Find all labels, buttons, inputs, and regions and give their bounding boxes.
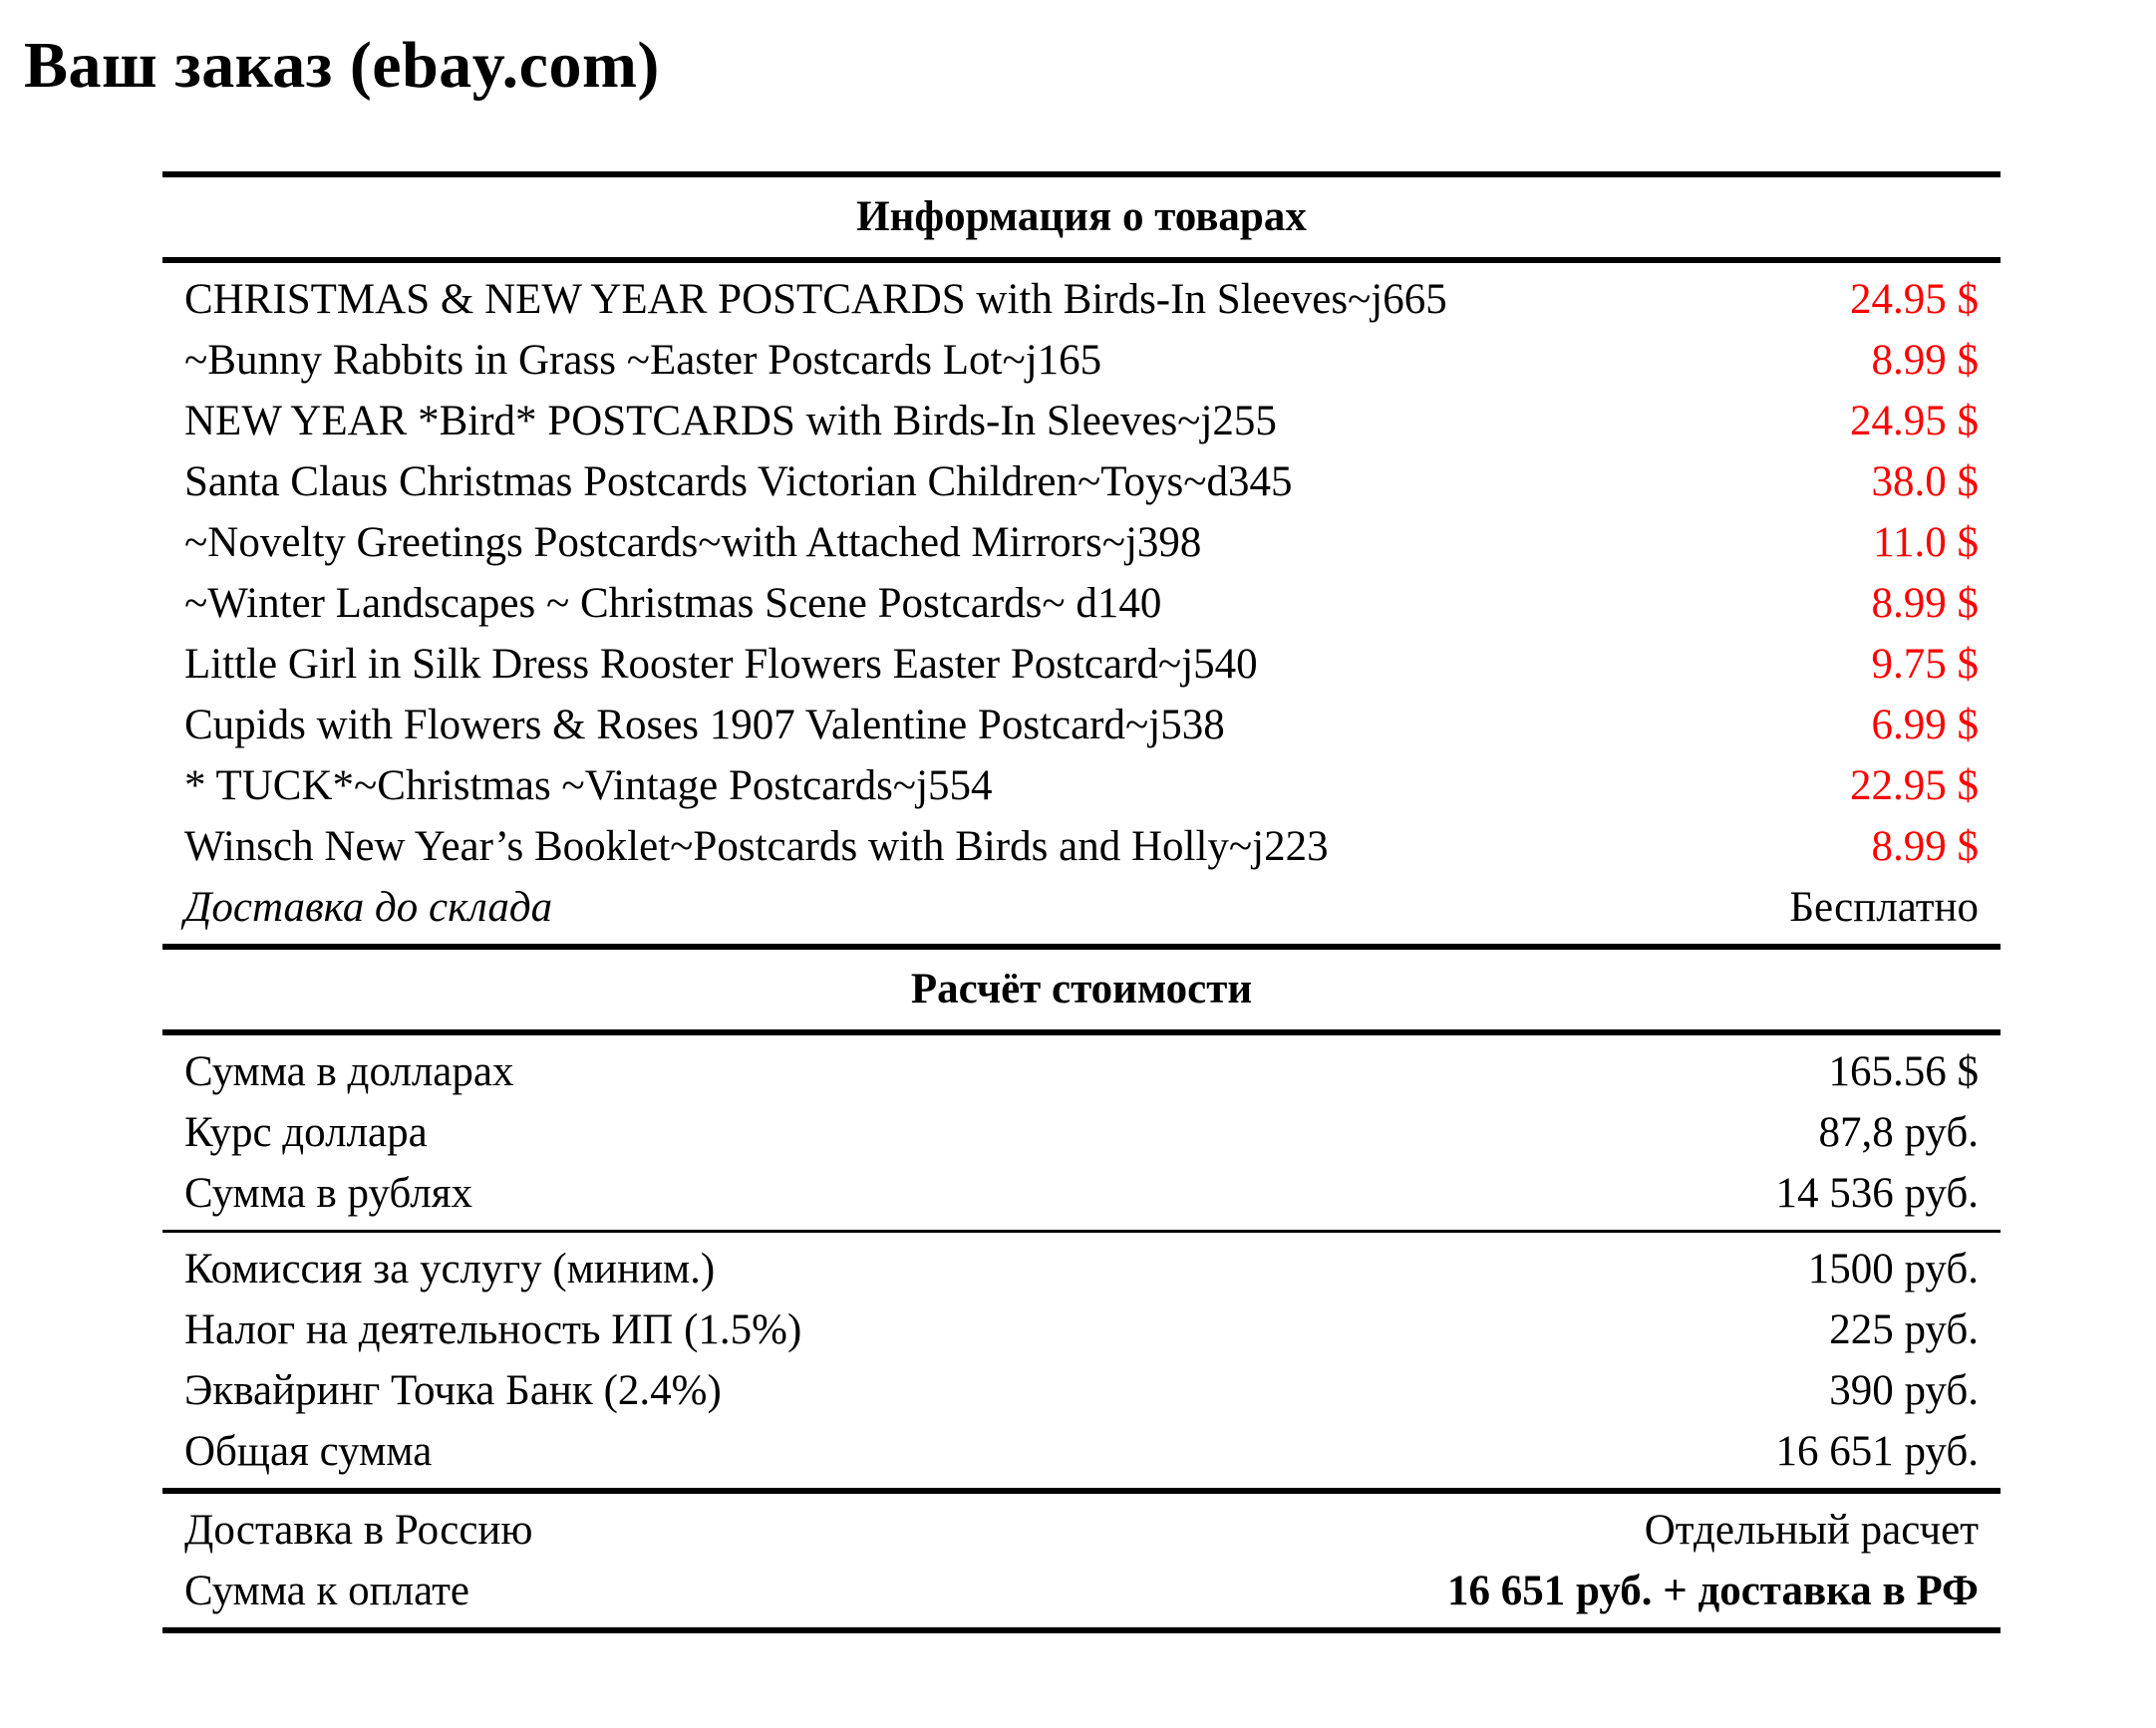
costs-section-header: Расчёт стоимости [910, 966, 1253, 1012]
product-price: 22.95 $ [1850, 762, 1979, 809]
warehouse-delivery-row [162, 877, 2001, 938]
product-price: 24.95 $ [1850, 398, 1979, 444]
cost-value: 1500 руб. [1807, 1246, 1979, 1293]
product-price: 11.0 $ [1873, 519, 1979, 566]
russia-delivery-value: Отдельный расчет [1644, 1507, 1979, 1554]
product-name: ~Bunny Rabbits in Grass ~Easter Postcards Lot~j165 [184, 337, 1102, 384]
product-price: 8.99 $ [1871, 337, 1979, 384]
warehouse-delivery-label: Доставка до склада [184, 884, 553, 931]
cost-row [162, 1299, 2001, 1360]
product-row [162, 391, 2001, 451]
cost-label: Эквайринг Точка Банк (2.4%) [184, 1367, 722, 1414]
cost-label: Комиссия за услугу (миним.) [184, 1246, 716, 1293]
cost-label: Сумма в рублях [184, 1170, 472, 1217]
product-price: 38.0 $ [1871, 458, 1979, 505]
product-name: Winsch New Year’s Booklet~Postcards with Birds and Holly~j223 [184, 823, 1329, 870]
product-name: * TUCK*~Christmas ~Vintage Postcards~j554 [184, 762, 993, 809]
product-row [162, 816, 2001, 877]
costs-fees-rows [162, 1233, 2001, 1488]
cost-value: 87,8 руб. [1818, 1109, 1979, 1156]
product-row [162, 755, 2001, 816]
product-price: 8.99 $ [1871, 580, 1979, 627]
amount-due-value: 16 651 руб. + доставка в РФ [1446, 1568, 1979, 1614]
cost-label: Сумма в долларах [184, 1048, 514, 1095]
products-section-header: Информация о товарах [856, 193, 1307, 240]
product-row [162, 573, 2001, 634]
product-price: 9.75 $ [1871, 641, 1979, 688]
product-name: CHRISTMAS & NEW YEAR POSTCARDS with Birds-In Sleeves~j665 [184, 276, 1447, 323]
cost-label: Курс доллара [184, 1109, 428, 1156]
product-row [162, 269, 2001, 330]
costs-subtotal-rows [162, 1035, 2001, 1230]
product-name: ~Novelty Greetings Postcards~with Attached Mirrors~j398 [184, 519, 1202, 566]
product-price: 8.99 $ [1871, 823, 1979, 870]
cost-label: Налог на деятельность ИП (1.5%) [184, 1306, 802, 1353]
product-price: 6.99 $ [1871, 702, 1979, 748]
final-rows [162, 1494, 2001, 1627]
cost-value: 225 руб. [1829, 1306, 1979, 1353]
amount-due-label: Сумма к оплате [184, 1568, 469, 1614]
product-row [162, 330, 2001, 391]
cost-row [162, 1041, 2001, 1102]
product-row [162, 451, 2001, 512]
product-row [162, 512, 2001, 573]
cost-row [162, 1163, 2001, 1224]
cost-value: 390 руб. [1829, 1367, 1979, 1414]
amount-due-row [162, 1561, 2001, 1621]
product-price: 24.95 $ [1850, 276, 1979, 323]
product-name: Little Girl in Silk Dress Rooster Flowers Easter Postcard~j540 [184, 641, 1258, 688]
product-row [162, 695, 2001, 755]
cost-value: 16 651 руб. [1775, 1428, 1979, 1475]
cost-label: Общая сумма [184, 1428, 433, 1475]
products-rows [162, 263, 2001, 944]
product-name: ~Winter Landscapes ~ Christmas Scene Postcards~ d140 [184, 580, 1162, 627]
product-name: Santa Claus Christmas Postcards Victorian Children~Toys~d345 [184, 458, 1293, 505]
product-name: Cupids with Flowers & Roses 1907 Valentine Postcard~j538 [184, 702, 1225, 748]
cost-row [162, 1239, 2001, 1299]
cost-value: 165.56 $ [1828, 1048, 1979, 1095]
cost-value: 14 536 руб. [1775, 1170, 1979, 1217]
order-table [162, 171, 2001, 1633]
cost-row [162, 1102, 2001, 1163]
page-title: Ваш заказ (ebay.com) [24, 29, 660, 102]
table-bottom-rule [162, 1627, 2001, 1633]
product-name: NEW YEAR *Bird* POSTCARDS with Birds-In Sleeves~j255 [184, 398, 1277, 444]
product-row [162, 634, 2001, 695]
russia-delivery-label: Доставка в Россию [184, 1507, 533, 1554]
cost-row [162, 1360, 2001, 1421]
warehouse-delivery-value: Бесплатно [1789, 884, 1979, 931]
russia-delivery-row [162, 1500, 2001, 1561]
cost-row [162, 1421, 2001, 1482]
